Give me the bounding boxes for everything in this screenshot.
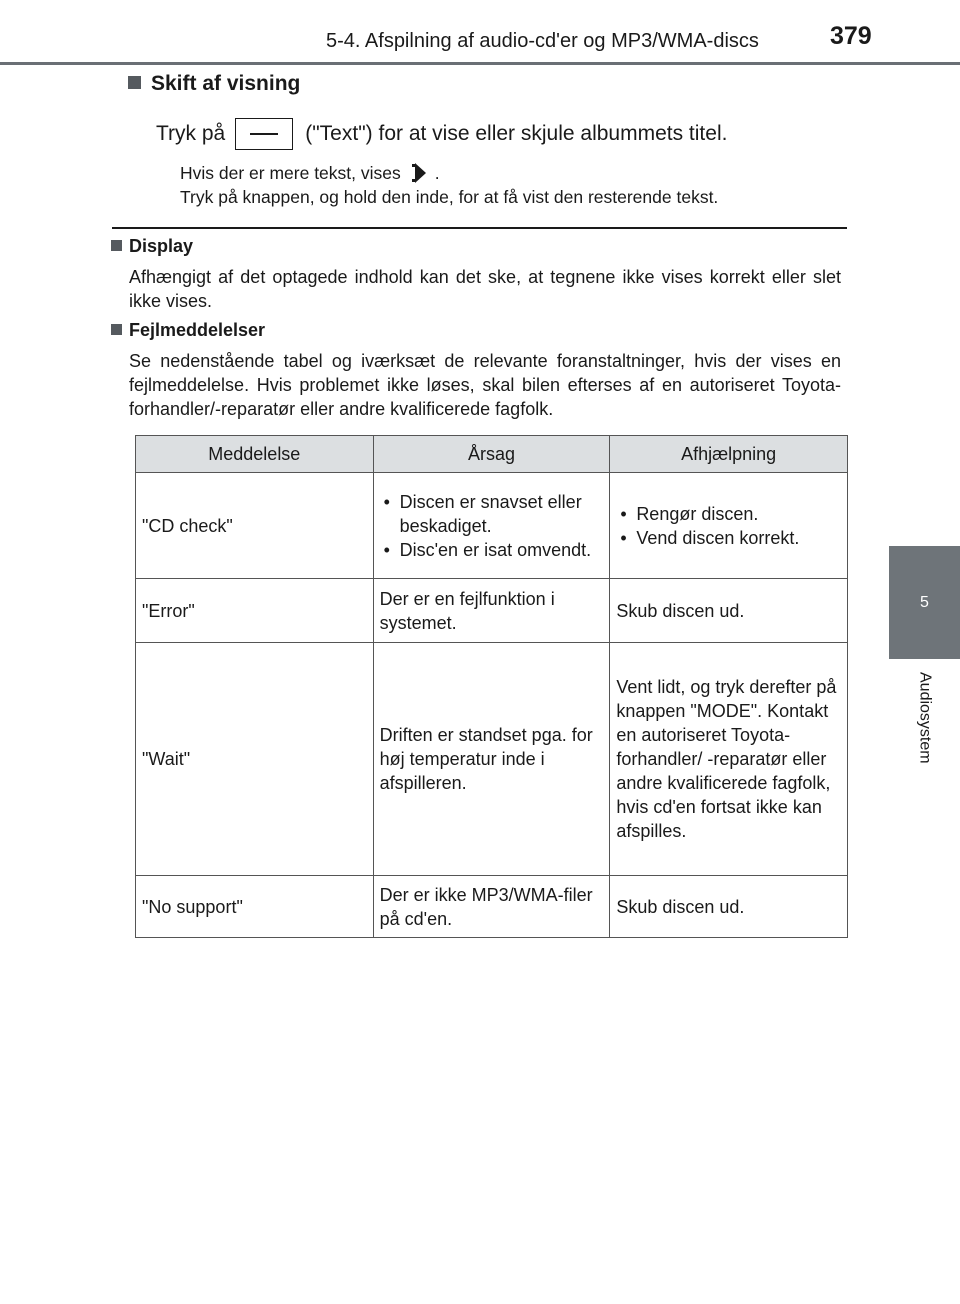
table-cell-cause: Der er en fejlfunktion i systemet.	[373, 579, 610, 643]
scroll-arrow-icon	[411, 160, 429, 186]
table-cell-cause: Der er ikke MP3/WMA-filer på cd'en.	[373, 876, 610, 938]
list-item: • Discen er snavset eller beskadiget.	[380, 490, 604, 538]
page-number: 379	[830, 22, 872, 50]
chapter-tab-label	[889, 662, 960, 812]
table-cell-cause	[373, 473, 610, 579]
section-heading	[128, 72, 300, 96]
table-cell-remedy	[610, 473, 848, 579]
table-header-cell: Årsag	[373, 436, 610, 473]
errors-heading	[111, 320, 265, 341]
header-divider	[0, 62, 960, 65]
table-cell-message: "Error"	[136, 579, 374, 643]
chapter-tab-number: 5	[889, 546, 960, 659]
note-text-before: Hvis der er mere tekst, vises	[180, 162, 401, 183]
table-row	[136, 643, 848, 876]
table-cell-cause: Driften er standset pga. for høj temperatur inde i afspilleren.	[373, 643, 610, 876]
table-cell-message: "CD check"	[136, 473, 374, 579]
table-cell-message: "No support"	[136, 876, 374, 938]
instruction-line	[156, 118, 727, 150]
note-line-2: Tryk på knappen, og hold den inde, for at få vist den resterende tekst.	[180, 187, 719, 207]
text-button-icon	[235, 118, 293, 150]
error-message-table	[135, 435, 848, 938]
list-item: • Rengør discen.	[616, 502, 841, 526]
table-header-cell: Meddelelse	[136, 436, 374, 473]
note-block	[180, 160, 718, 209]
list-item: • Vend discen korrekt.	[616, 526, 841, 550]
display-heading-text: Display	[129, 236, 194, 256]
table-row	[136, 579, 848, 643]
instruction-text-after: ("Text") for at vise eller skjule albummets titel.	[305, 122, 728, 145]
instruction-text-before: Tryk på	[156, 122, 226, 145]
square-bullet-icon	[128, 76, 141, 89]
table-cell-remedy: Skub discen ud.	[610, 579, 848, 643]
display-paragraph: Afhængigt af det optagede indhold kan det ske, at tegnene ikke vises korrekt eller slet ikke vises.	[129, 267, 841, 311]
table-cell-remedy: Skub discen ud.	[610, 876, 848, 938]
section-divider	[112, 227, 847, 229]
header-section-title: 5-4. Afspilning af audio-cd'er og MP3/WMA-discs	[326, 30, 759, 52]
square-bullet-icon	[111, 240, 122, 251]
square-bullet-icon	[111, 324, 122, 335]
errors-paragraph: Se nedenstående tabel og iværksæt de relevante foranstaltninger, hvis der vises en fejlmeddelelse. Hvis problemet ikke løses, skal bilen efterses af en autoriseret Toyota-forhandler/-reparatør eller andre kvalificerede fagfolk.	[129, 351, 841, 419]
table-cell-message: "Wait"	[136, 643, 374, 876]
errors-heading-text: Fejlmeddelelser	[129, 320, 266, 340]
table-header-row	[136, 436, 848, 473]
display-heading	[111, 236, 193, 257]
list-item: • Disc'en er isat omvendt.	[380, 538, 604, 562]
table-row	[136, 473, 848, 579]
chapter-tab-label-text: Audiosystem	[916, 672, 934, 764]
table-header-cell: Afhjælpning	[610, 436, 848, 473]
note-line-1	[180, 160, 718, 186]
note-text-after: .	[434, 162, 440, 183]
table-cell-remedy: Vent lidt, og tryk derefter på knappen "MODE". Kontakt en autoriseret Toyota-forhandler/ -reparatør eller andre kvalificerede fagfolk, hvis cd'en fortsat ikke kan afspilles.	[610, 643, 848, 876]
section-heading-text: Skift af visning	[151, 72, 301, 95]
table-row	[136, 876, 848, 938]
